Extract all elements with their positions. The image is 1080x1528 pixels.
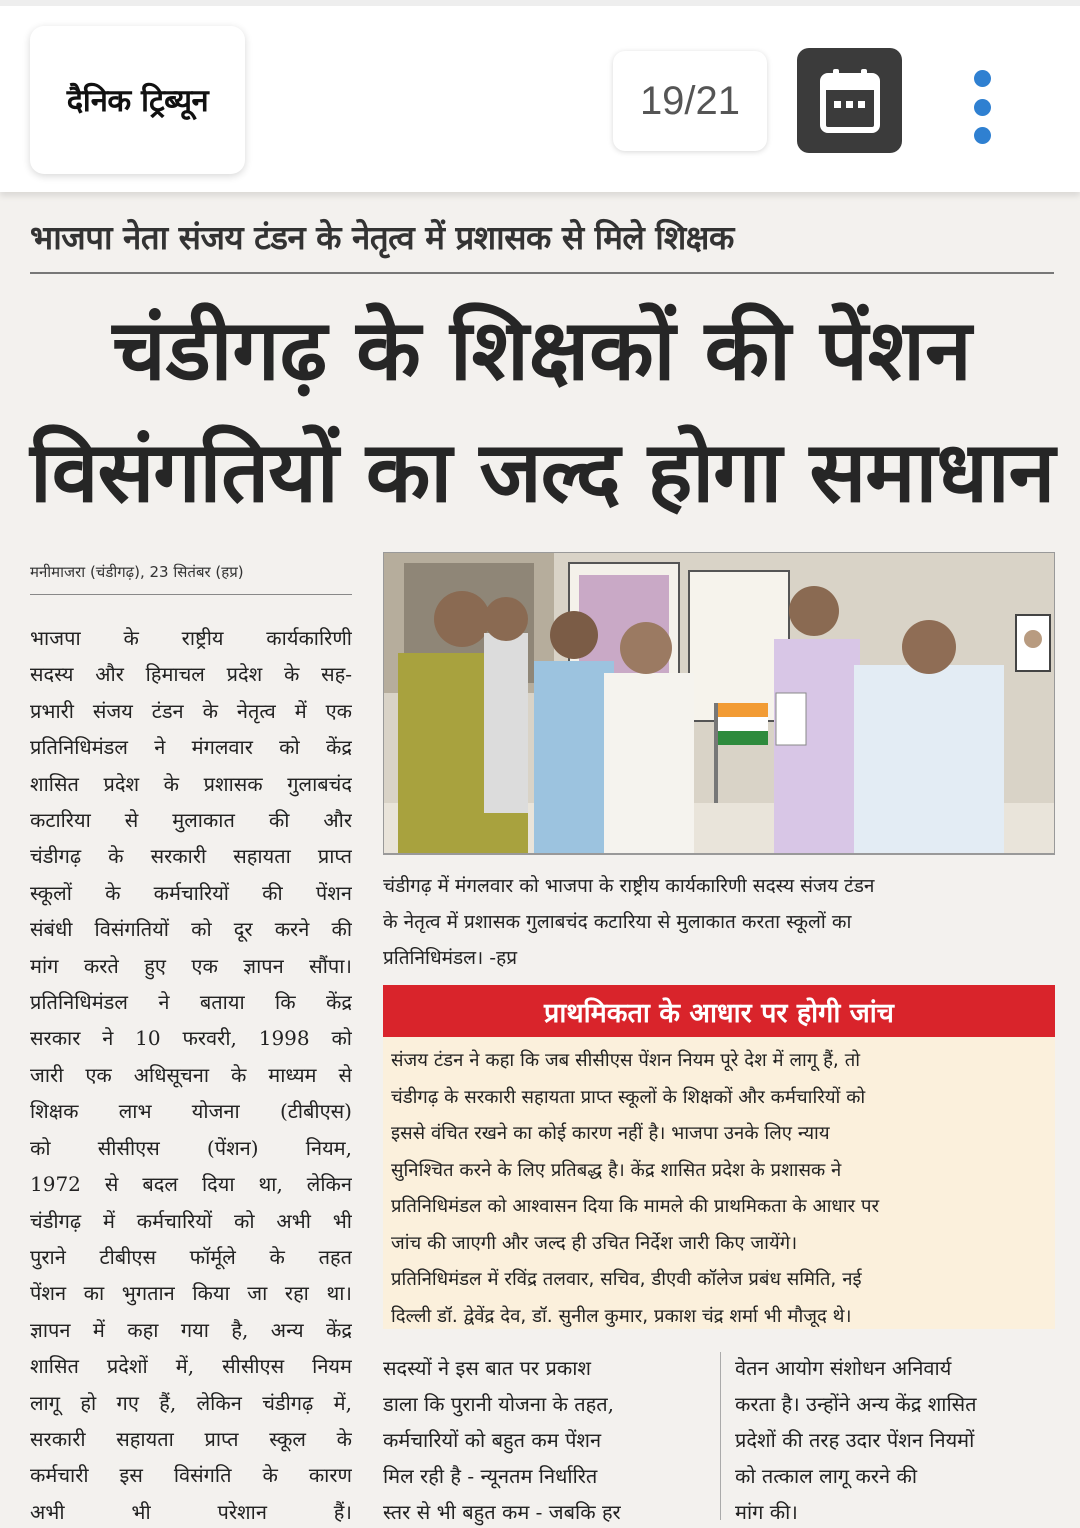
column-2-line: मिल रही है - न्यूनतम निर्धारित bbox=[383, 1464, 598, 1488]
column-1-line: शासित प्रदेश के प्रशासक गुलाबचंद bbox=[30, 771, 352, 796]
column-3-line: को तत्काल लागू करने की bbox=[735, 1464, 918, 1488]
column-3-line: करता है। उन्होंने अन्य केंद्र शासित bbox=[735, 1392, 977, 1416]
more-options-button[interactable] bbox=[960, 70, 1004, 144]
column-2-line: कर्मचारियों को बहुत कम पेंशन bbox=[383, 1428, 602, 1452]
article-kicker: भाजपा नेता संजय टंडन के नेतृत्व में प्रशासक से मिले शिक्षक bbox=[30, 218, 734, 257]
column-1-line: संबंधी विसंगतियों को दूर करने की bbox=[30, 917, 352, 942]
column-1-line: लागू हो गए हैं, लेकिन चंडीगढ़ में, bbox=[30, 1390, 352, 1415]
article-column-3 bbox=[735, 1350, 1057, 1528]
calendar-button[interactable] bbox=[797, 48, 902, 153]
column-2-line: डाला कि पुरानी योजना के तहत, bbox=[383, 1392, 614, 1416]
box-line: इससे वंचित रखने का कोई कारण नहीं है। भाजपा उनके लिए न्याय bbox=[391, 1123, 830, 1144]
photo-illustration bbox=[384, 553, 1055, 854]
headline-line-1: चंडीगढ़ के शिक्षकों की पेंशन bbox=[112, 301, 972, 399]
newspaper-logo: दैनिक ट्रिब्यून bbox=[66, 83, 209, 119]
column-1-line: कर्मचारी इस विसंगति के कारण bbox=[30, 1463, 352, 1488]
column-1-line: शासित प्रदेशों में, सीसीएस नियम bbox=[30, 1354, 352, 1379]
kicker-divider bbox=[30, 272, 1054, 274]
column-2-line: स्तर से भी बहुत कम - जबकि हर bbox=[383, 1500, 621, 1524]
box-line: संजय टंडन ने कहा कि जब सीसीएस पेंशन नियम पूरे देश में लागू हैं, तो bbox=[391, 1050, 861, 1071]
calendar-icon bbox=[819, 68, 881, 134]
more-vertical-icon-dot bbox=[974, 99, 991, 116]
column-1-line: जारी एक अधिसूचना के माध्यम से bbox=[30, 1062, 352, 1087]
column-1-line: सरकारी सहायता प्राप्त स्कूल के bbox=[30, 1426, 352, 1451]
column-2-line: सदस्यों ने इस बात पर प्रकाश bbox=[383, 1356, 591, 1380]
column-1-line: चंडीगढ़ में कर्मचारियों को अभी भी bbox=[30, 1208, 352, 1233]
column-1-line: शिक्षक लाभ योजना (टीबीएस) bbox=[30, 1099, 352, 1124]
column-1-line: सरकार ने 10 फरवरी, 1998 को bbox=[30, 1026, 352, 1051]
photo-caption bbox=[383, 868, 1055, 976]
column-1-line: कटारिया से मुलाकात की और bbox=[30, 808, 352, 833]
box-line: जांच की जाएगी और जल्द ही उचित निर्देश जारी किए जायेंगे। bbox=[391, 1232, 798, 1254]
column-1-line: सदस्य और हिमाचल प्रदेश के सह- bbox=[30, 662, 352, 687]
box-heading: प्राथमिकता के आधार पर होगी जांच bbox=[383, 985, 1055, 1037]
box-line: प्रतिनिधिमंडल को आश्वासन दिया कि मामले की प्राथमिकता के आधार पर bbox=[391, 1196, 880, 1217]
dateline-divider bbox=[30, 594, 352, 595]
caption-line: के नेतृत्व में प्रशासक गुलाबचंद कटारिया से मुलाकात करता स्कूलों का bbox=[383, 911, 852, 933]
article-photo bbox=[383, 552, 1055, 854]
caption-line: प्रतिनिधिमंडल। -हप्र bbox=[383, 947, 518, 969]
box-line: प्रतिनिधिमंडल में रविंद्र तलवार, सचिव, डीएवी कॉलेज प्रबंध समिति, नई bbox=[391, 1269, 862, 1290]
column-1-line: चंडीगढ़ के सरकारी सहायता प्राप्त bbox=[30, 844, 352, 869]
more-vertical-icon bbox=[974, 70, 991, 87]
column-1-line: 1972 से बदल दिया था, लेकिन bbox=[30, 1172, 352, 1197]
article-column-1 bbox=[30, 620, 352, 1528]
column-1-line: ज्ञापन में कहा गया है, अन्य केंद्र bbox=[30, 1317, 352, 1342]
column-1-line: भाजपा के राष्ट्रीय कार्यकारिणी bbox=[30, 626, 352, 650]
column-1-text bbox=[30, 620, 352, 1528]
column-1-line: स्कूलों के कर्मचारियों की पेंशन bbox=[30, 880, 352, 905]
column-1-line: पेंशन का भुगतान किया जा रहा था। bbox=[30, 1281, 352, 1306]
column-separator bbox=[720, 1352, 721, 1520]
column-1-line: प्रतिनिधिमंडल ने मंगलवार को केंद्र bbox=[30, 735, 352, 760]
newspaper-page[interactable] bbox=[0, 192, 1080, 1528]
box-body bbox=[383, 1037, 1055, 1329]
page-counter: 19/21 bbox=[613, 51, 767, 151]
app-top-bar bbox=[0, 0, 1080, 192]
column-1-line: अभी भी परेशान हैं। bbox=[30, 1499, 352, 1524]
box-line: सुनिश्चित करने के लिए प्रतिबद्ध है। केंद्र शासित प्रदेश के प्रशासक ने bbox=[391, 1159, 842, 1181]
caption-line: चंडीगढ़ में मंगलवार को भाजपा के राष्ट्रीय कार्यकारिणी सदस्य संजय टंडन bbox=[383, 875, 875, 897]
newspaper-logo-card[interactable] bbox=[30, 26, 245, 174]
column-1-line: प्रभारी संजय टंडन के नेतृत्व में एक bbox=[30, 698, 352, 723]
column-3-line: मांग की। bbox=[735, 1500, 798, 1524]
column-1-line: मांग करते हुए एक ज्ञापन सौंपा। bbox=[30, 953, 352, 978]
column-3-line: वेतन आयोग संशोधन अनिवार्य bbox=[735, 1356, 952, 1380]
article-dateline: मनीमाजरा (चंडीगढ़), 23 सितंबर (हप्र) bbox=[30, 563, 244, 581]
box-line: दिल्ली डॉ. द्वेवेंद्र देव, डॉ. सुनील कुमार, प्रकाश चंद्र शर्मा भी मौजूद थे। bbox=[391, 1305, 852, 1327]
photo-caption-divider bbox=[383, 854, 1055, 855]
column-1-line: प्रतिनिधिमंडल ने बताया कि केंद्र bbox=[30, 990, 352, 1015]
column-1-line: पुराने टीबीएस फॉर्मूले के तहत bbox=[30, 1244, 352, 1269]
box-line: चंडीगढ़ के सरकारी सहायता प्राप्त स्कूलों के शिक्षकों और कर्मचारियों को bbox=[391, 1086, 866, 1108]
more-vertical-icon-dot bbox=[974, 127, 991, 144]
article-column-2 bbox=[383, 1350, 705, 1528]
headline-line-2: विसंगतियों का जल्द होगा समाधान bbox=[30, 423, 1055, 521]
column-1-line: को सीसीएस (पेंशन) नियम, bbox=[30, 1135, 352, 1160]
column-3-line: प्रदेशों की तरह उदार पेंशन नियमों bbox=[735, 1428, 975, 1452]
